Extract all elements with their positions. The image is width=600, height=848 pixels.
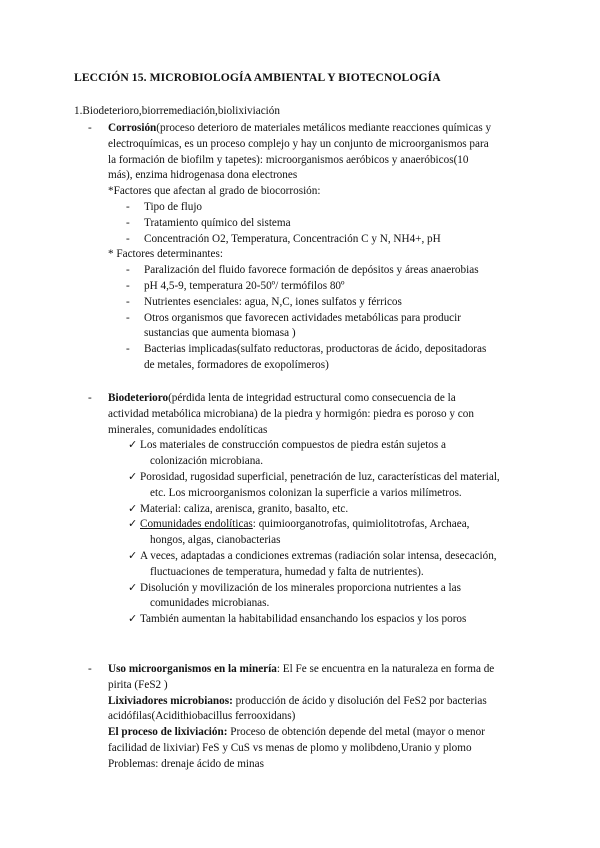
list-item-text: de metales, formadores de exopolímeros) <box>144 358 329 371</box>
list-item <box>126 342 533 358</box>
list-item-text: Otros organismos que favorecen actividades metabólicas para producir <box>144 311 461 324</box>
check-item <box>128 470 533 502</box>
list-item <box>126 200 533 216</box>
dash-marker: - <box>126 200 130 213</box>
check-item-text: : quimioorganotrofas, quimiolitotrofas, Archaea, <box>252 518 470 531</box>
dash-marker: - <box>126 232 130 245</box>
dash-marker: - <box>126 311 130 324</box>
check-item-text: Material: caliza, arenisca, granito, basalto, etc. <box>140 502 349 515</box>
lixiviadores-text: producción de ácido y disolución del FeS2 por bacterias <box>232 694 487 707</box>
check-item-text: Disolución y movilización de los minerales proporciona nutrientes a las <box>140 581 461 594</box>
dash-marker: - <box>88 122 92 134</box>
determinants-title: * Factores determinantes: <box>108 248 223 261</box>
check-item-continuation: comunidades microbianas. <box>150 597 270 610</box>
dash-marker: - <box>126 264 130 277</box>
corrosion-text-line: más), enzima hidrogenasa dona electrones <box>108 169 298 182</box>
corrosion-term: Corrosión <box>108 122 157 134</box>
corrosion-text-line: la formación de biofilm y tapetes): microorganismos aeróbicos y anaeróbicos(10 <box>108 153 469 166</box>
list-item-text: Bacterias implicadas(sulfato reductoras, productoras de ácido, depositadoras <box>144 343 487 356</box>
checkmark-icon: ✓ <box>128 439 138 452</box>
check-item-continuation: colonización microbiana. <box>150 455 264 468</box>
list-item-text: Paralización del fluido favorece formación de depósitos y áreas anaerobias <box>144 264 479 277</box>
check-item <box>128 549 533 581</box>
list-item-text: Concentración O2, Temperatura, Concentración C y N, NH4+, pH <box>144 232 441 245</box>
check-item-text: Los materiales de construcción compuestos de piedra están sujetos a <box>140 439 447 452</box>
biodeterioro-bullet <box>88 391 533 438</box>
page-title: LECCIÓN 15. MICROBIOLOGÍA AMBIENTAL Y BIOTECNOLOGÍA <box>74 71 441 84</box>
lixiviadores-term: Lixiviadores microbianos: <box>108 694 233 707</box>
check-item-continuation: hongos, algas, cianobacterias <box>150 534 281 547</box>
list-item <box>126 279 533 295</box>
lixiviacion-text-line: facilidad de lixiviar) FeS y CuS vs menas de plomo y molibdeno,Uranio y plomo <box>108 741 472 754</box>
biodeterioro-text: (pérdida lenta de integridad estructural como consecuencia de la <box>168 392 456 404</box>
mineria-section <box>88 662 533 773</box>
dash-marker: - <box>126 295 130 308</box>
list-item <box>126 295 533 311</box>
check-item-underlined: Comunidades endolíticas <box>140 518 253 531</box>
corrosion-text: (proceso deterioro de materiales metálicos mediante reacciones químicas y <box>156 122 492 134</box>
list-item-text: sustancias que aumenta biomasa ) <box>144 327 296 340</box>
checkmark-icon: ✓ <box>128 502 138 515</box>
section-heading: 1.Biodeterioro,biorremediación,biolixiviación <box>74 105 280 117</box>
corrosion-bullet <box>88 121 533 184</box>
mineria-text: : El Fe se encuentra en la naturaleza en forma de <box>276 663 495 675</box>
corrosion-text-line: electroquímicas, es un proceso complejo y hay un conjunto de microorganismos para <box>108 137 489 150</box>
lixiviadores-text-line: acidófilas(Acidithiobacillus ferrooxidans) <box>108 710 296 723</box>
checkmark-icon: ✓ <box>128 470 138 483</box>
list-item <box>126 311 533 327</box>
biodeterioro-section <box>88 391 533 628</box>
determinants-list <box>88 263 533 374</box>
checkmark-icon: ✓ <box>128 581 138 594</box>
mineria-bullet <box>88 662 533 773</box>
factors-title: *Factores que afectan al grado de biocorrosión: <box>108 185 321 198</box>
checkmark-icon: ✓ <box>128 613 138 626</box>
biodeterioro-term: Biodeterioro <box>108 392 169 404</box>
check-item-text: Porosidad, rugosidad superficial, penetración de luz, características del material, <box>140 470 500 483</box>
list-item-continuation <box>126 358 533 374</box>
dash-marker: - <box>88 663 92 675</box>
check-item <box>128 517 533 549</box>
list-item-text: Nutrientes esenciales: agua, N,C, iones sulfatos y férricos <box>144 295 402 308</box>
check-item <box>128 502 533 518</box>
dash-marker: - <box>126 279 130 292</box>
list-item <box>126 216 533 232</box>
factors-list <box>88 200 533 247</box>
check-item <box>128 581 533 613</box>
list-item-text: Tipo de flujo <box>144 200 203 213</box>
checkmark-icon: ✓ <box>128 549 138 562</box>
lixiviacion-text: Proceso de obtención depende del metal (mayor o menor <box>227 726 485 739</box>
list-item-continuation <box>126 326 533 342</box>
list-item-text: pH 4,5-9, temperatura 20-50º/ termófilos 80º <box>144 279 345 292</box>
check-item <box>128 612 533 628</box>
dash-marker: - <box>88 392 92 404</box>
mineria-text-line: pirita (FeS2 ) <box>108 678 168 691</box>
check-item-continuation: etc. Los microorganismos colonizan la superficie a varios milímetros. <box>150 486 462 499</box>
check-list <box>88 438 533 628</box>
check-item-text: También aumentan la habitabilidad ensanchando los espacios y los poros <box>140 613 467 626</box>
corrosion-section <box>88 121 533 374</box>
lixiviacion-term: El proceso de lixiviación: <box>108 726 228 739</box>
list-item <box>126 263 533 279</box>
list-item-text: Tratamiento químico del sistema <box>144 216 291 229</box>
mineria-term: Uso microorganismos en la minería <box>108 663 277 675</box>
check-item <box>128 438 533 470</box>
check-item-text: A veces, adaptadas a condiciones extremas (radiación solar intensa, desecación, <box>140 549 497 562</box>
dash-marker: - <box>126 216 130 229</box>
check-item-continuation: fluctuaciones de temperatura, humedad y falta de nutrientes). <box>150 565 424 578</box>
checkmark-icon: ✓ <box>128 518 138 531</box>
list-item <box>126 232 533 248</box>
biodeterioro-text-line: actividad metabólica microbiana) de la piedra y hormigón: piedra es poroso y con <box>108 407 474 420</box>
problems-text: Problemas: drenaje ácido de minas <box>108 757 264 770</box>
dash-marker: - <box>126 343 130 356</box>
biodeterioro-text-line: minerales, comunidades endolíticas <box>108 423 268 436</box>
